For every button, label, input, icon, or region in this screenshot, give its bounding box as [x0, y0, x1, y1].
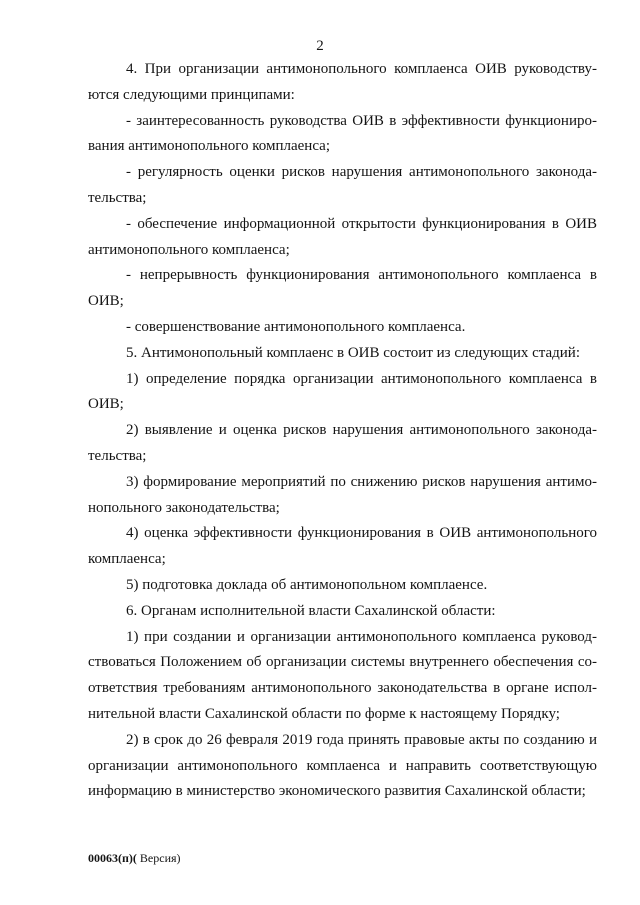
- paragraph: - заинтересованность руководства ОИВ в эффективности функционирования антимонопольного комплаенса;: [88, 112, 597, 155]
- paragraph: 3) формирование мероприятий по снижению рисков нарушения антимонопольного законодательства;: [88, 473, 597, 516]
- paragraph: - обеспечение информационной открытости функционирования в ОИВ антимонопольного комплаенса;: [88, 215, 597, 258]
- document-body: [88, 57, 597, 805]
- paragraph: - регулярность оценки рисков нарушения антимонопольного законодательства;: [88, 164, 597, 206]
- paragraph: 2) выявление и оценка рисков нарушения антимонопольного законодательства;: [88, 422, 597, 464]
- page-number: 2: [316, 38, 324, 54]
- paragraph: 5) подготовка доклада об антимонопольном комплаенсе.: [126, 576, 488, 593]
- paragraph: 1) при создании и организации антимонопольного комплаенса руководствоваться Положением об организации системы внутреннего обеспечения соответствия требованиям антимонопольного законодательства в органе исполнительной власти Сахалинской области по форме к настоящему Порядку;: [88, 628, 597, 722]
- paragraph: 2) в срок до 26 февраля 2019 года принять правовые акты по созданию и организации антимонопольного комплаенса и направить соответствующую информацию в министерство экономического развития Сахалинской области;: [88, 731, 597, 800]
- paragraph: 1) определение порядка организации антимонопольного комплаенса в ОИВ;: [88, 370, 597, 413]
- footer-document-code: [88, 851, 181, 866]
- paragraph: 4) оценка эффективности функционирования в ОИВ антимонопольного комплаенса;: [88, 525, 597, 568]
- paragraph: - непрерывность функционирования антимонопольного комплаенса в ОИВ;: [88, 267, 597, 310]
- footer-code: 00063(п)(: [88, 851, 137, 865]
- paragraph: 6. Органам исполнительной власти Сахалинской области:: [126, 602, 496, 619]
- footer-version: Версия): [136, 851, 181, 865]
- paragraph: - совершенствование антимонопольного комплаенса.: [126, 318, 466, 335]
- paragraph: 5. Антимонопольный комплаенс в ОИВ состоит из следующих стадий:: [126, 344, 581, 361]
- paragraph: 4. При организации антимонопольного комплаенса ОИВ руководствуются следующими принципами:: [88, 61, 597, 103]
